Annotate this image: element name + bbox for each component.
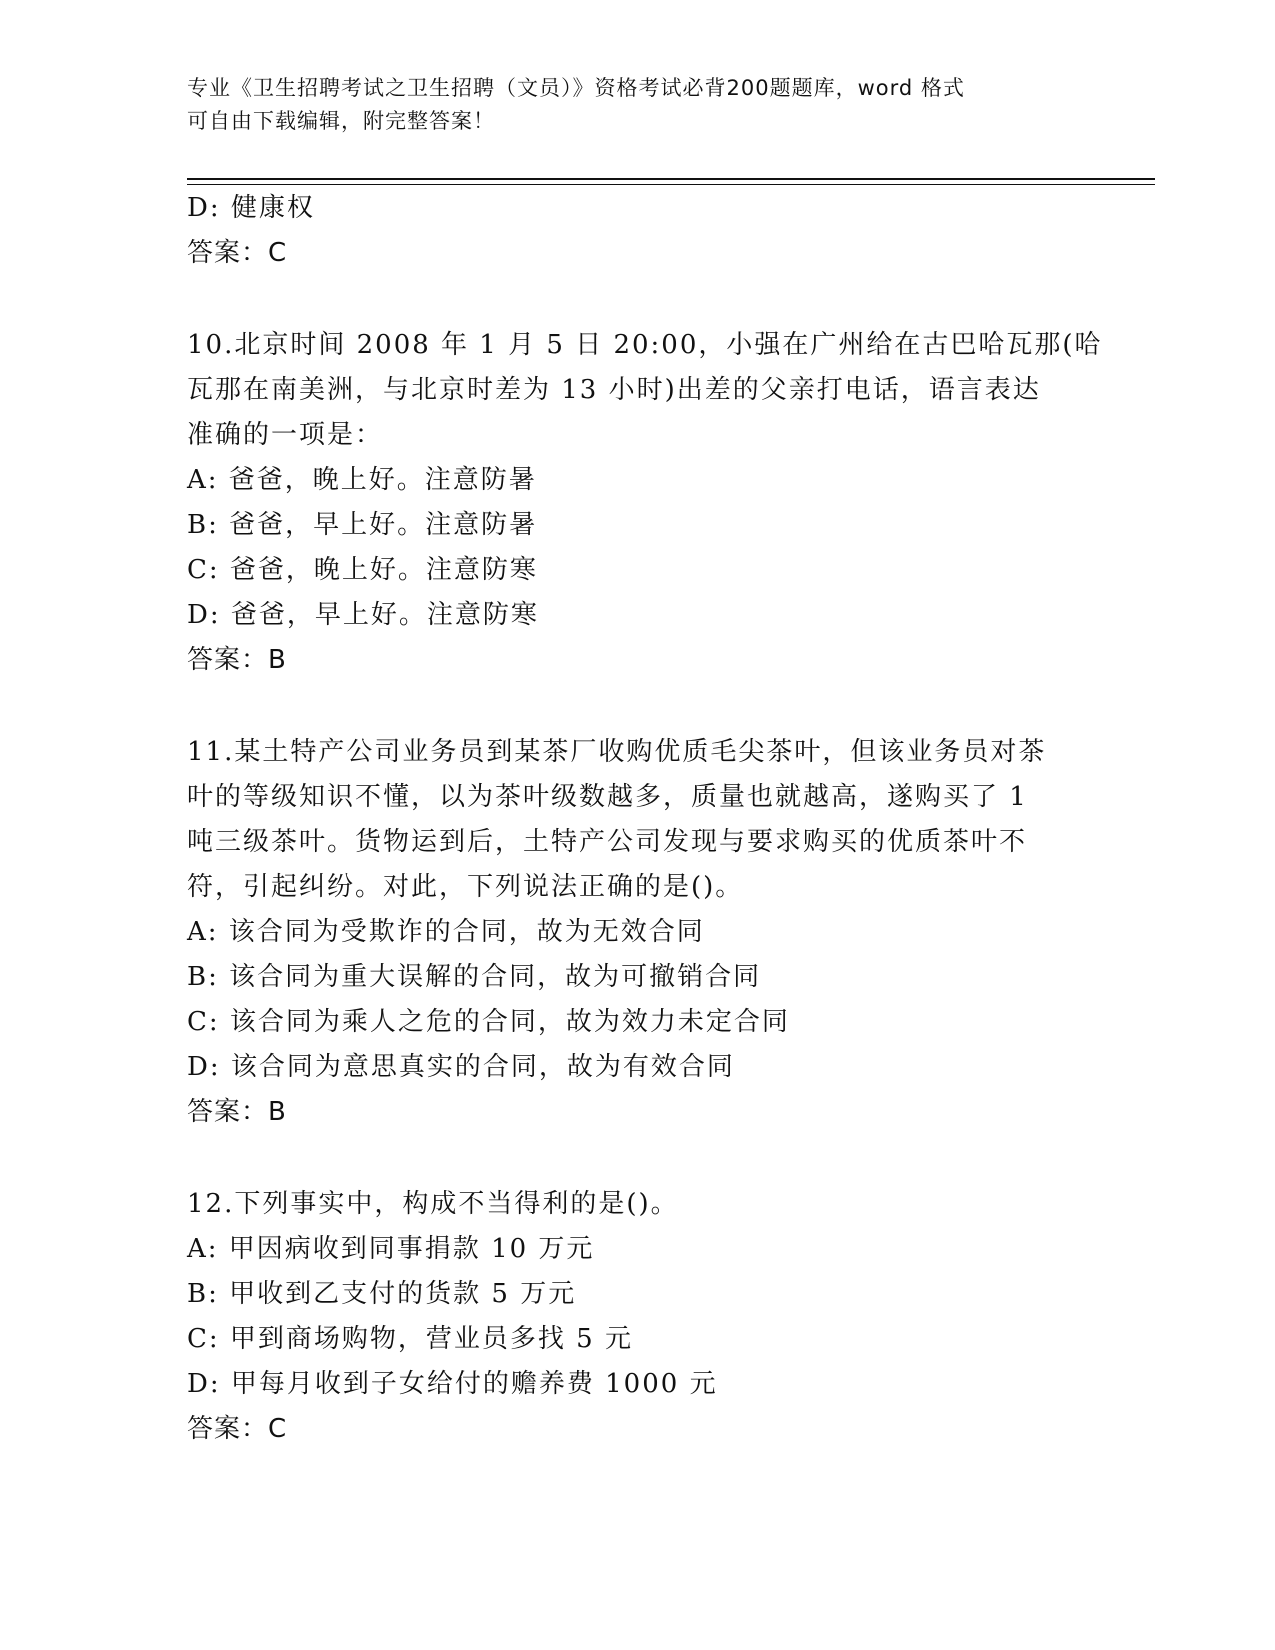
question-12 [187,1182,1087,1452]
option-c: C: 该合同为乘人之危的合同，故为效力未定合同 [187,1007,790,1037]
option-b: B: 甲收到乙支付的货款 5 万元 [187,1279,577,1309]
option-d: D: 甲每月收到子女给付的赡养费 1000 元 [187,1369,718,1399]
question-text-line: 12.下列事实中，构成不当得利的是()。 [187,1189,679,1219]
option-a: A: 该合同为受欺诈的合同，故为无效合同 [187,917,705,947]
answer-line: 答案：B [187,645,287,675]
answer-line: 答案：C [187,238,288,268]
header-rule-thick [187,178,1155,180]
option-c: C: 爸爸，晚上好。注意防寒 [187,555,538,585]
spacer [187,1135,1087,1182]
option-a: A: 爸爸，晚上好。注意防暑 [187,465,537,495]
question-list [187,186,1103,1452]
previous-question-tail [187,186,1087,276]
question-text-line: 11.某土特产公司业务员到某茶厂收购优质毛尖茶叶，但该业务员对茶 [187,737,1047,767]
option-b: B: 爸爸，早上好。注意防暑 [187,510,538,540]
question-text-line: 10.北京时间 2008 年 1 月 5 日 20:00，小强在广州给在古巴哈瓦那(哈 [187,330,1103,360]
header-rule-thin [187,184,1155,185]
document-header [187,72,1087,138]
header-line-1: 专业《卫生招聘考试之卫生招聘（文员）》资格考试必背200题题库，word 格式 [187,76,965,100]
question-text-line: 准确的一项是： [187,420,384,450]
header-line-2: 可自由下载编辑，附完整答案！ [187,109,495,133]
answer-line: 答案：B [187,1097,287,1127]
option-a: A: 甲因病收到同事捐款 10 万元 [187,1234,595,1264]
question-text-line: 符，引起纠纷。对此，下列说法正确的是()。 [187,872,744,902]
option-d: D: 该合同为意思真实的合同，故为有效合同 [187,1052,735,1082]
question-text-line: 瓦那在南美洲，与北京时差为 13 小时)出差的父亲打电话，语言表达 [187,375,1041,405]
question-10 [187,323,1103,683]
spacer [187,276,1087,323]
question-text-line: 吨三级茶叶。货物运到后，土特产公司发现与要求购买的优质茶叶不 [187,827,1028,857]
option-d: D: 健康权 [187,193,315,223]
answer-line: 答案：C [187,1414,288,1444]
spacer [187,683,1087,730]
option-b: B: 该合同为重大误解的合同，故为可撤销合同 [187,962,762,992]
question-11 [187,730,1087,1135]
option-c: C: 甲到商场购物，营业员多找 5 元 [187,1324,633,1354]
question-text-line: 叶的等级知识不懂，以为茶叶级数越多，质量也就越高，遂购买了 1 [187,782,1028,812]
option-d: D: 爸爸，早上好。注意防寒 [187,600,539,630]
